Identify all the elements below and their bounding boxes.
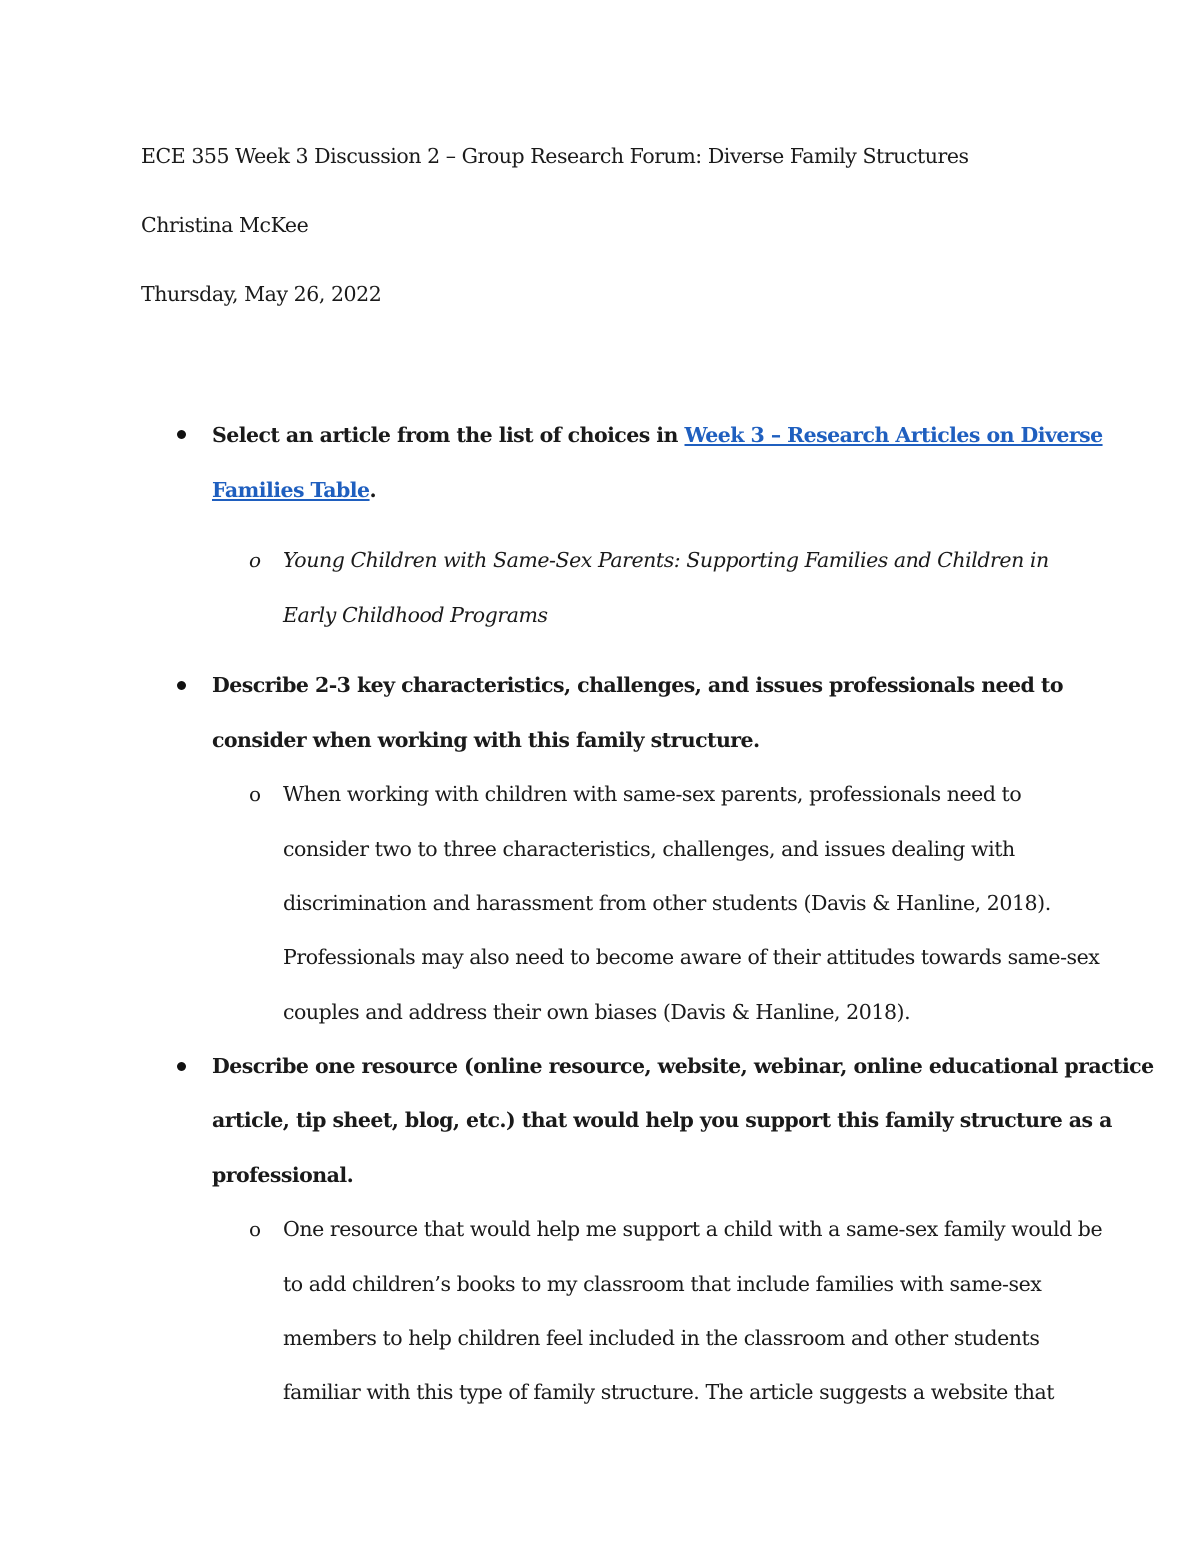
bullet-icon — [177, 681, 186, 690]
answer-line: Professionals may also need to become aware of their attitudes towards same-sex — [283, 945, 1100, 969]
sub-bullet-icon: o — [249, 548, 262, 572]
sub-bullet-icon: o — [249, 1217, 262, 1241]
answer-line: When working with children with same-sex parents, professionals need to — [283, 782, 1022, 806]
prompt-resource-cont: article, tip sheet, blog, etc.) that would help you support this family structure as a — [212, 1108, 1112, 1132]
prompt-characteristics-cont: consider when working with this family structure. — [212, 728, 760, 752]
prompt-select-article — [212, 421, 1103, 449]
author-name: Christina McKee — [141, 213, 309, 237]
prompt-resource-cont: professional. — [212, 1163, 354, 1187]
prompt-characteristics: Describe 2-3 key characteristics, challenges, and issues professionals need to — [212, 673, 1063, 697]
document-date: Thursday, May 26, 2022 — [141, 282, 382, 306]
sub-bullet-icon: o — [249, 782, 262, 806]
answer-article-title: Young Children with Same-Sex Parents: Supporting Families and Children in — [283, 548, 1049, 572]
bullet-icon — [177, 430, 186, 439]
answer-article-title-cont: Early Childhood Programs — [283, 603, 548, 627]
prompt-select-article-cont — [212, 476, 376, 504]
prompt-text: Select an article from the list of choices in — [212, 423, 685, 447]
answer-line: consider two to three characteristics, challenges, and issues dealing with — [283, 837, 1015, 861]
bullet-icon — [177, 1062, 186, 1071]
answer-line: One resource that would help me support a child with a same-sex family would be — [283, 1217, 1103, 1241]
families-table-link[interactable]: Families Table — [212, 478, 370, 502]
document-title: ECE 355 Week 3 Discussion 2 – Group Research Forum: Diverse Family Structures — [141, 144, 969, 168]
answer-line: discrimination and harassment from other students (Davis & Hanline, 2018). — [283, 891, 1051, 915]
answer-line: couples and address their own biases (Davis & Hanline, 2018). — [283, 1000, 911, 1024]
research-articles-link[interactable]: Week 3 – Research Articles on Diverse — [684, 423, 1103, 447]
answer-line: familiar with this type of family structure. The article suggests a website that — [283, 1380, 1055, 1404]
answer-line: to add children’s books to my classroom that include families with same-sex — [283, 1272, 1042, 1296]
prompt-resource: Describe one resource (online resource, website, webinar, online educational practice — [212, 1054, 1154, 1078]
answer-line: members to help children feel included in the classroom and other students — [283, 1326, 1040, 1350]
prompt-period: . — [369, 478, 377, 502]
